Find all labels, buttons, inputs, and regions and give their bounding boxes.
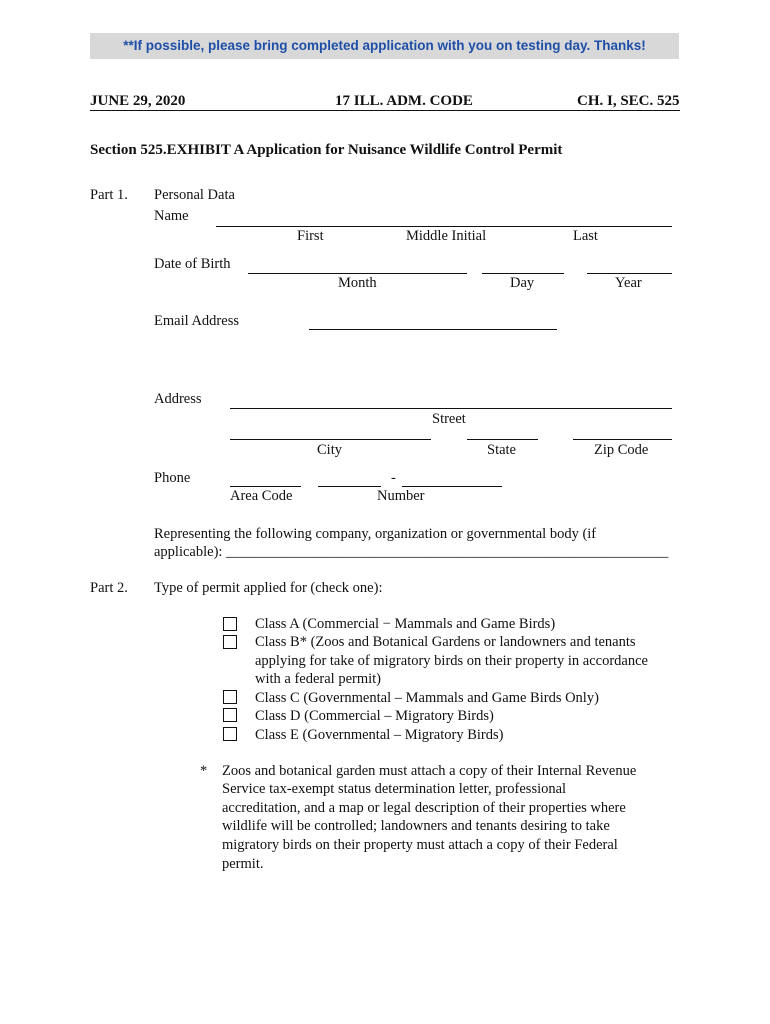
city-field[interactable] <box>230 439 431 440</box>
dob-label: Date of Birth <box>154 256 231 272</box>
dob-month-field[interactable] <box>248 273 467 274</box>
dob-day-caption: Day <box>510 275 535 291</box>
header-code: 17 ILL. ADM. CODE <box>335 93 473 109</box>
class-e-checkbox[interactable] <box>223 727 237 741</box>
name-middle-caption: Middle Initial <box>406 228 487 244</box>
street-field[interactable] <box>230 408 672 409</box>
class-a-label: Class A (Commercial − Mammals and Game Birds) <box>255 616 556 632</box>
header-section: CH. I, SEC. 525 <box>577 93 680 109</box>
representing-field[interactable]: applicable): _____________________________________________________________ <box>154 544 669 560</box>
phone-number-field[interactable] <box>402 486 502 487</box>
zip-field[interactable] <box>573 439 672 440</box>
class-b-checkbox[interactable] <box>223 635 237 649</box>
address-label: Address <box>154 391 202 407</box>
class-b-label-cont: with a federal permit) <box>255 671 382 687</box>
footnote-line: Zoos and botanical garden must attach a copy of their Internal Revenue <box>222 763 637 779</box>
representing-text: Representing the following company, organization or governmental body (if <box>154 526 597 542</box>
footnote-line: wildlife will be controlled; landowners and tenants desiring to take <box>222 818 610 834</box>
dob-day-field[interactable] <box>482 273 564 274</box>
notice-banner <box>90 33 679 59</box>
state-caption: State <box>487 442 516 458</box>
name-label: Name <box>154 208 189 224</box>
class-a-checkbox[interactable] <box>223 617 237 631</box>
class-d-checkbox[interactable] <box>223 708 237 722</box>
email-label: Email Address <box>154 313 239 329</box>
phone-area-code-field[interactable] <box>230 486 301 487</box>
part1-label: Part 1. <box>90 187 128 203</box>
class-c-label: Class C (Governmental – Mammals and Game Birds Only) <box>255 690 599 706</box>
class-d-label: Class D (Commercial – Migratory Birds) <box>255 708 494 724</box>
zip-caption: Zip Code <box>594 442 649 458</box>
class-b-label: Class B* (Zoos and Botanical Gardens or landowners and tenants <box>255 634 636 650</box>
name-last-caption: Last <box>573 228 598 244</box>
class-e-label: Class E (Governmental – Migratory Birds) <box>255 727 504 743</box>
class-b-label-cont: applying for take of migratory birds on their property in accordance <box>255 653 648 669</box>
notice-text: **If possible, please bring completed application with you on testing day. Thanks! <box>123 38 646 53</box>
class-c-checkbox[interactable] <box>223 690 237 704</box>
personal-data-heading: Personal Data <box>154 187 235 203</box>
dob-month-caption: Month <box>338 275 377 291</box>
header-rule <box>90 110 680 111</box>
header-date: JUNE 29, 2020 <box>90 93 186 109</box>
section-title: Section 525.EXHIBIT A Application for Nuisance Wildlife Control Permit <box>90 142 563 158</box>
street-caption: Street <box>432 411 466 427</box>
phone-prefix-field[interactable] <box>318 486 381 487</box>
area-code-caption: Area Code <box>230 488 293 504</box>
city-caption: City <box>317 442 342 458</box>
name-field[interactable] <box>216 226 672 227</box>
name-first-caption: First <box>297 228 324 244</box>
footnote-line: accreditation, and a map or legal description of their properties where <box>222 800 626 816</box>
phone-label: Phone <box>154 470 191 486</box>
footnote-line: permit. <box>222 856 264 872</box>
permit-type-heading: Type of permit applied for (check one): <box>154 580 383 596</box>
footnote-line: migratory birds on their property must attach a copy of their Federal <box>222 837 618 853</box>
number-caption: Number <box>377 488 425 504</box>
email-field[interactable] <box>309 329 557 330</box>
part2-label: Part 2. <box>90 580 128 596</box>
phone-dash: - <box>391 470 396 486</box>
footnote-line: Service tax-exempt status determination letter, professional <box>222 781 567 797</box>
state-field[interactable] <box>467 439 538 440</box>
dob-year-caption: Year <box>615 275 642 291</box>
footnote-mark: * <box>200 763 208 779</box>
dob-year-field[interactable] <box>587 273 672 274</box>
